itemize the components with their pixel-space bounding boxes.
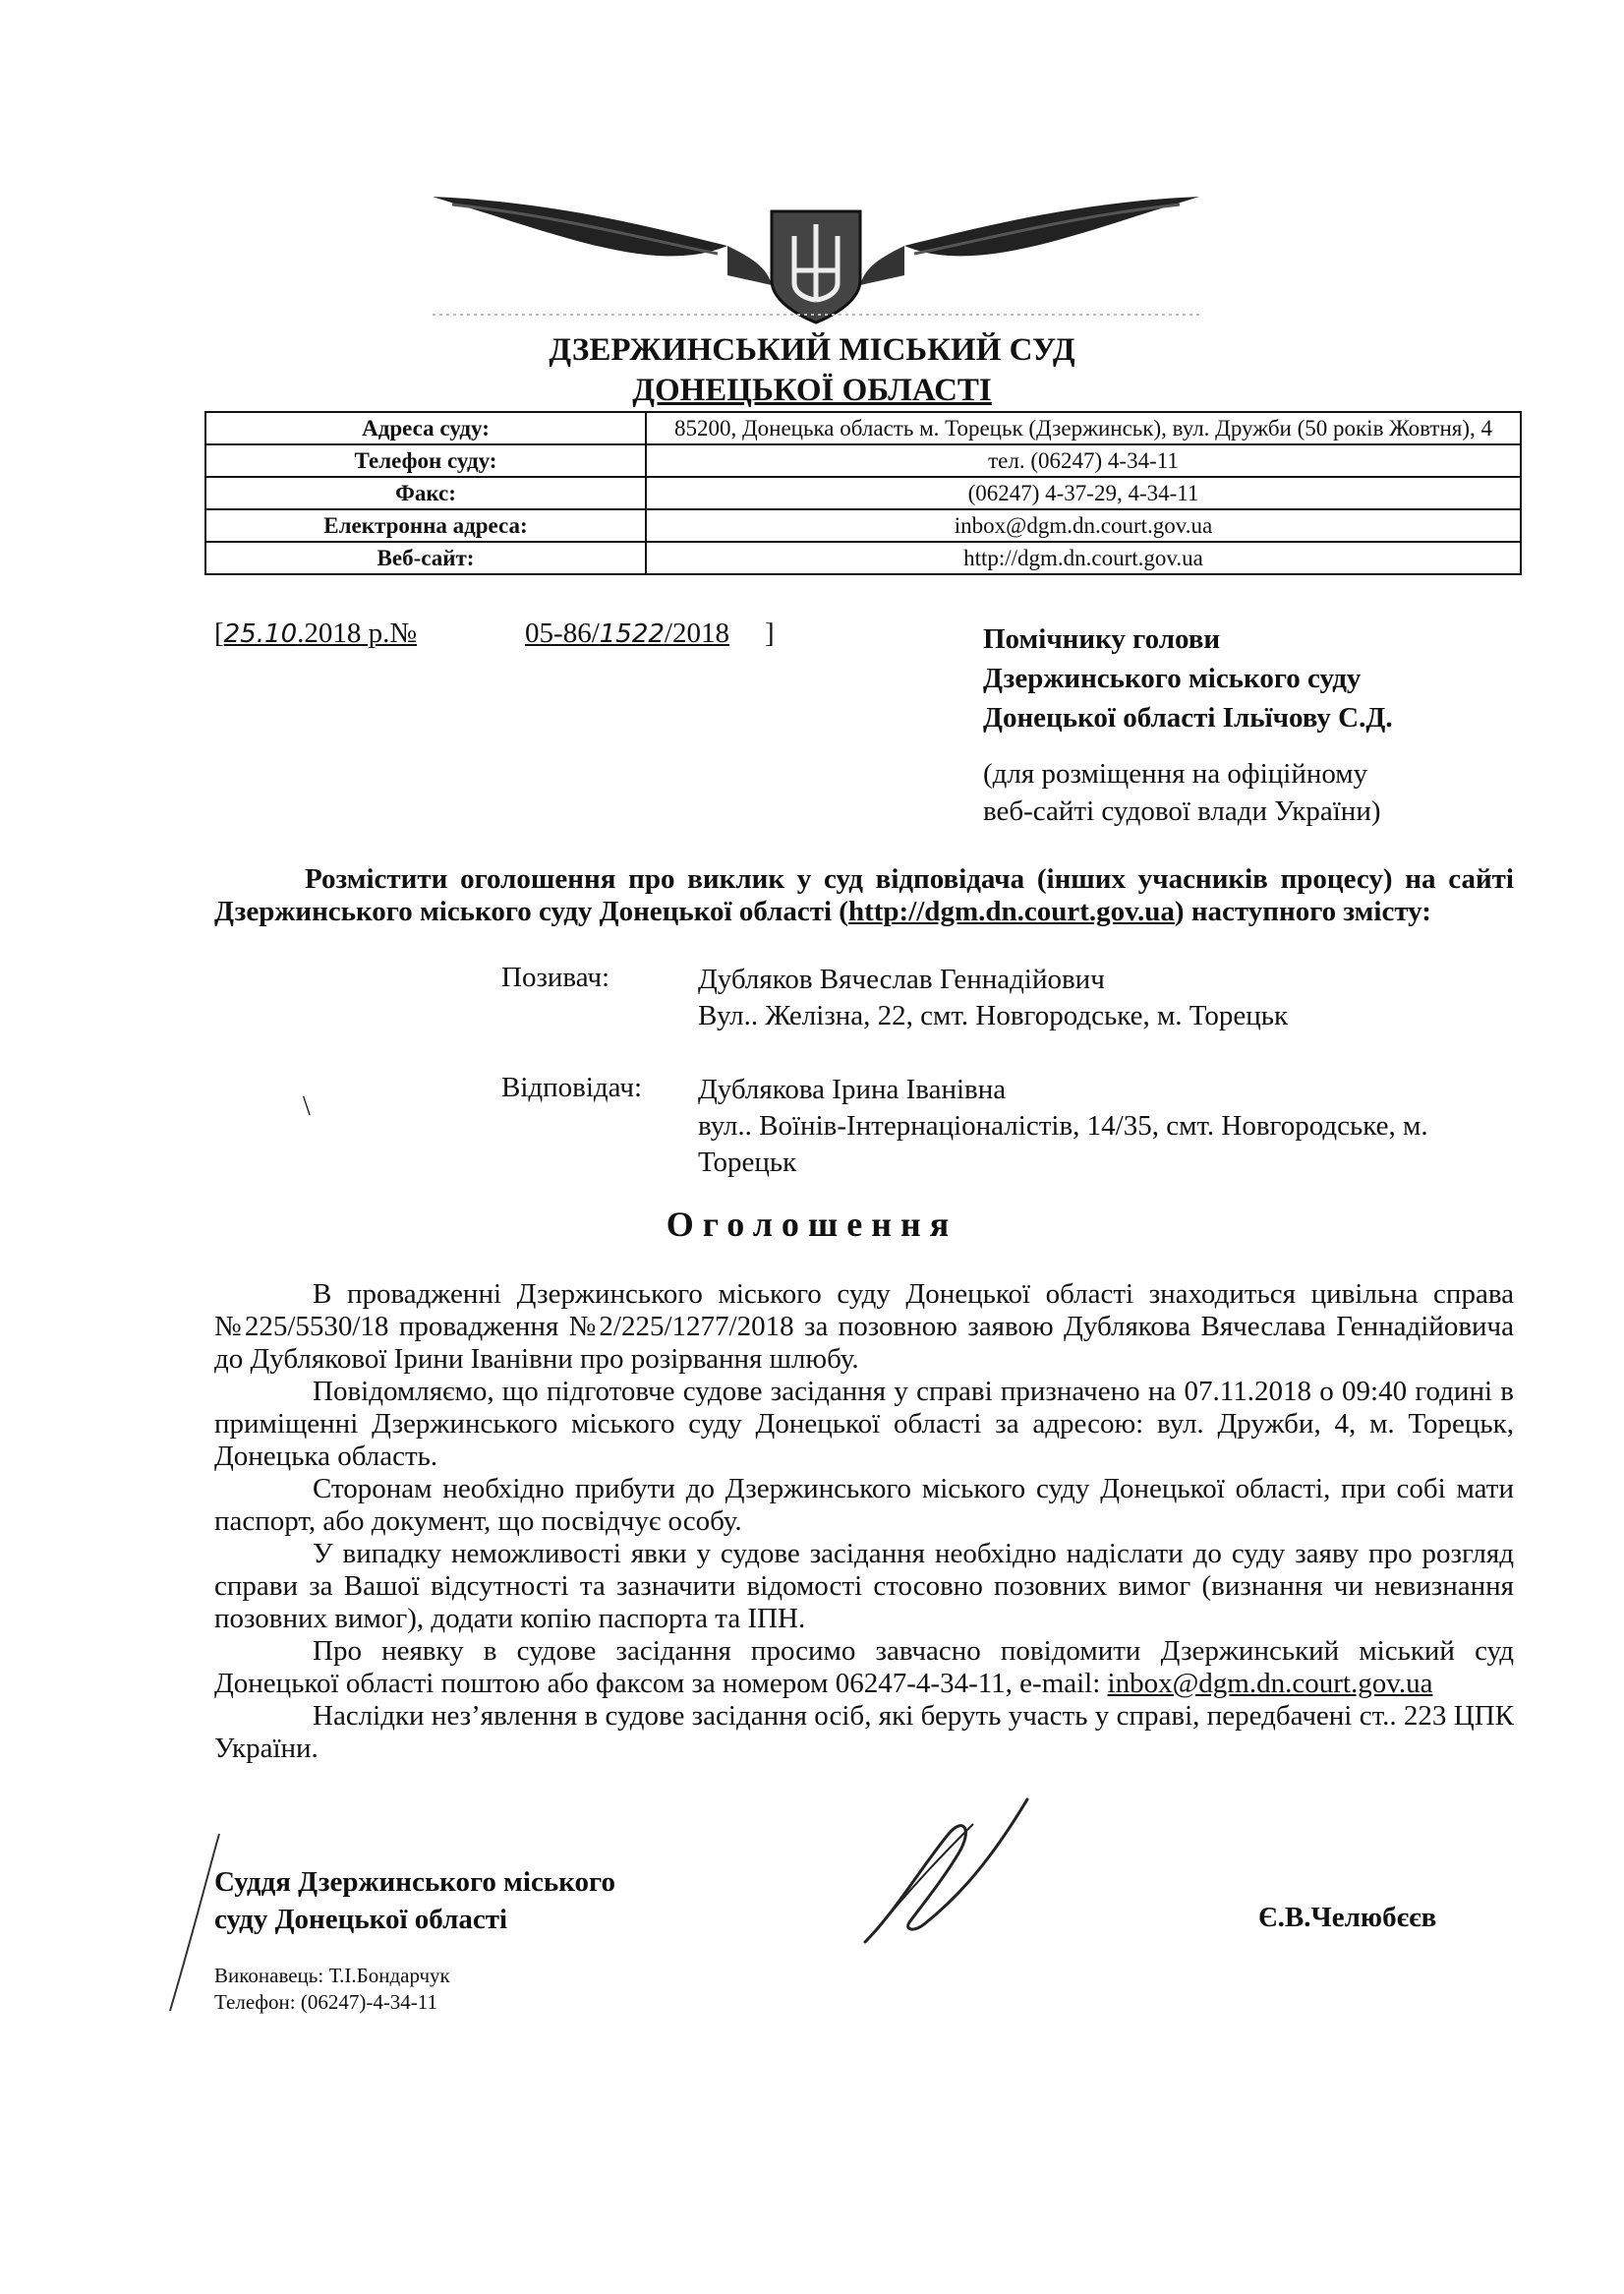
defendant-label: Відповідач:	[501, 1072, 643, 1103]
contact-row-email	[205, 509, 1521, 542]
recipient-note	[983, 755, 1534, 830]
contact-row-phone	[205, 444, 1521, 477]
judge-title-line1: Суддя Дзержинського міського	[214, 1866, 615, 1898]
court-name-line2: ДОНЕЦЬКОЇ ОБЛАСТІ	[632, 373, 992, 408]
note-line1: (для розміщення на офіційному	[983, 758, 1368, 790]
note-line2: веб-сайті судової влади України)	[983, 795, 1381, 827]
plaintiff-block	[698, 962, 1524, 1034]
executor-phone: Телефон: (06247)-4-34-11	[214, 1990, 438, 2014]
contact-value: тел. (06247) 4-34-11	[646, 444, 1521, 477]
contact-label: Веб-сайт:	[205, 542, 646, 574]
defendant-address: вул.. Воїнів-Інтернаціоналістів, 14/35, смт. Новгородське, м. Торецьк	[698, 1110, 1428, 1178]
executor-block	[214, 1963, 450, 2016]
recipient-line3: Донецької області Ільїчову С.Д.	[983, 702, 1393, 734]
executor-name: Виконавець: Т.І.Бондарчук	[214, 1964, 450, 1987]
email-link[interactable]: inbox@dgm.dn.court.gov.ua	[1107, 1668, 1433, 1699]
contact-value: (06247) 4-37-29, 4-34-11	[646, 477, 1521, 509]
contact-value: http://dgm.dn.court.gov.ua	[646, 542, 1521, 574]
body-paragraph-3: Сторонам необхідно прибути до Дзержинського міського суду Донецької області, при собі мати паспорт, або документ, що посвідчує особу.	[214, 1473, 1514, 1537]
judge-title	[214, 1863, 615, 1938]
contact-label: Електронна адреса:	[205, 509, 646, 542]
lead-paragraph	[214, 863, 1514, 928]
body-paragraph-5	[214, 1635, 1514, 1700]
body-paragraph-4: У випадку неможливості явки у судове засідання необхідно надіслати до суду заяву про розгляд справи за Вашої відсутності та зазначити відомості стосовно позовних вимог (визнання чи невизнання позовних вимог), додати копію паспорта та ІПН.	[214, 1538, 1514, 1634]
outgoing-number	[214, 618, 775, 650]
contacts-table	[204, 411, 1522, 575]
open-bracket: [	[214, 618, 224, 649]
lead-text-end: ) наступного змісту:	[1174, 896, 1431, 927]
plaintiff-label: Позивач:	[501, 962, 610, 993]
handwritten-signature	[855, 1794, 1032, 1952]
handwritten-date: 25.10	[223, 619, 298, 649]
number-suffix: /2018	[664, 618, 729, 649]
number-prefix: 05-86/	[525, 618, 600, 649]
handwritten-number: 1522	[599, 619, 665, 649]
coat-of-arms-emblem	[433, 177, 1199, 324]
lead-text: Розмістити оголошення про виклик у суд відповідача (інших учасників процесу) на сайті Дзержинського міського суду Донецької області (	[214, 863, 1514, 927]
body-paragraph-2: Повідомляємо, що підготовче судове засідання у справі призначено на 07.11.2018 о 09:40 годині в приміщенні Дзержинського міського суду Донецької області за адресою: вул. Дружби, 4, м. Торецьк, Донецька область.	[214, 1376, 1514, 1472]
judge-title-line2: суду Донецької області	[214, 1904, 508, 1935]
announcement-body	[214, 1278, 1514, 1765]
contact-value: 85200, Донецька область м. Торецьк (Дзержинськ), вул. Дружби (50 років Жовтня), 4	[646, 412, 1521, 444]
court-name-line1: ДЗЕРЖИНСЬКИЙ МІСЬКИЙ СУД	[549, 332, 1075, 368]
plaintiff-name: Дубляков Вячеслав Геннадійович	[698, 964, 1105, 995]
outgoing-year: .2018 р.№	[297, 618, 418, 649]
recipient-line2: Дзержинського міського суду	[983, 663, 1362, 694]
judge-name: Є.В.Челюбєєв	[1258, 1902, 1437, 1933]
recipient-block	[983, 619, 1534, 737]
contact-label: Адреса суду:	[205, 412, 646, 444]
contact-value: inbox@dgm.dn.court.gov.ua	[646, 509, 1521, 542]
contact-row-website	[205, 542, 1521, 574]
defendant-block	[698, 1072, 1524, 1181]
announcement-heading: Оголошення	[666, 1205, 958, 1244]
plaintiff-address: Вул.. Желізна, 22, смт. Новгородське, м. Торецьк	[698, 1000, 1289, 1031]
body-paragraph-1: В провадженні Дзержинського міського суду Донецької області знаходиться цивільна справа №225/5530/18 провадження №2/225/1277/2018 за позовною заявою Дублякова Вячеслава Геннадійовича до Дублякової Ірини Іванівни про розірвання шлюбу.	[214, 1278, 1514, 1375]
close-bracket: ]	[764, 618, 775, 649]
contact-row-address	[205, 412, 1521, 444]
stray-mark: \	[303, 1091, 311, 1122]
contact-label: Факс:	[205, 477, 646, 509]
contact-label: Телефон суду:	[205, 444, 646, 477]
contact-text: Про неявку в судове засідання просимо завчасно повідомити Дзержинський міський суд Донецької області поштою або факсом за номером 06247-4-34-11, e-mail:	[214, 1635, 1514, 1699]
contact-row-fax	[205, 477, 1521, 509]
website-link[interactable]: http://dgm.dn.court.gov.ua	[847, 896, 1175, 927]
defendant-name: Дублякова Ірина Іванівна	[698, 1074, 1007, 1105]
body-paragraph-6: Наслідки нез’явлення в судове засідання осіб, які беруть участь у справі, передбачені ст.. 223 ЦПК України.	[214, 1700, 1514, 1764]
recipient-line1: Помічнику голови	[983, 623, 1221, 655]
